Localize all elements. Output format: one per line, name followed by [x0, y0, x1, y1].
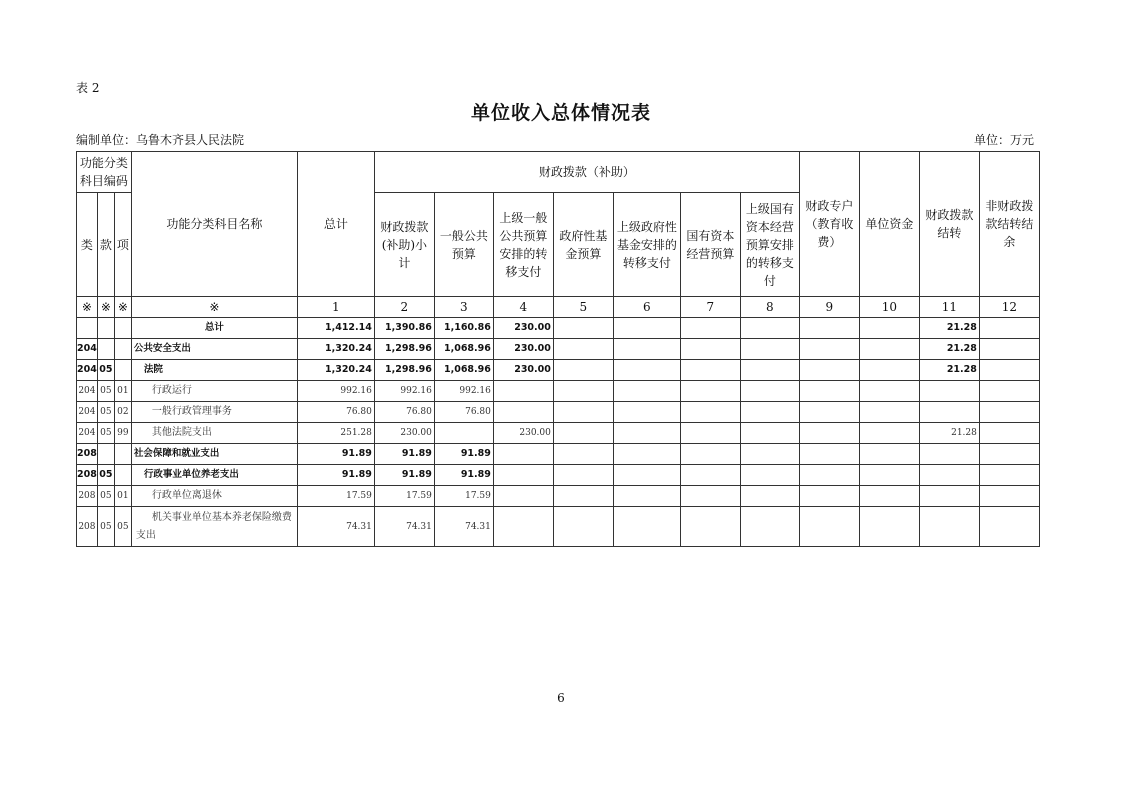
value-cell: 91.89 — [434, 444, 493, 465]
value-cell: 1,320.24 — [297, 360, 374, 381]
value-cell — [493, 381, 553, 402]
value-cell — [740, 465, 799, 486]
value-cell — [799, 423, 859, 444]
value-cell — [979, 381, 1039, 402]
value-cell: 251.28 — [297, 423, 374, 444]
index-cell: ※ — [97, 297, 114, 318]
value-cell — [740, 318, 799, 339]
page-number: 6 — [557, 691, 565, 705]
value-cell — [859, 402, 919, 423]
subject-name: 行政运行 — [131, 381, 297, 402]
value-cell: 230.00 — [493, 318, 553, 339]
value-cell — [799, 444, 859, 465]
header-c11: 财政拨款结转 — [919, 152, 979, 297]
header-c5: 政府性基金预算 — [553, 193, 613, 297]
value-cell — [613, 507, 680, 547]
value-cell — [799, 507, 859, 547]
preparing-unit: 编制单位：乌鲁木齐县人民法院 — [76, 133, 245, 147]
value-cell — [919, 507, 979, 547]
code-xiang — [114, 465, 131, 486]
value-cell — [680, 339, 740, 360]
value-cell — [919, 486, 979, 507]
code-lei: 204 — [77, 381, 98, 402]
value-cell: 1,298.96 — [374, 339, 434, 360]
value-cell: 91.89 — [374, 444, 434, 465]
value-cell — [740, 486, 799, 507]
value-cell — [919, 465, 979, 486]
value-cell — [553, 381, 613, 402]
value-cell — [859, 423, 919, 444]
value-cell — [613, 360, 680, 381]
value-cell — [799, 360, 859, 381]
value-cell: 74.31 — [374, 507, 434, 547]
value-cell — [859, 444, 919, 465]
index-cell: 1 — [297, 297, 374, 318]
subject-name: 公共安全支出 — [131, 339, 297, 360]
currency-unit: 单位：万元 — [973, 133, 1034, 147]
index-cell: 7 — [680, 297, 740, 318]
header-kuan: 款 — [97, 193, 114, 297]
value-cell — [859, 465, 919, 486]
value-cell — [613, 381, 680, 402]
header-c10: 单位资金 — [859, 152, 919, 297]
value-cell — [799, 381, 859, 402]
value-cell: 74.31 — [434, 507, 493, 547]
value-cell — [613, 486, 680, 507]
value-cell: 91.89 — [297, 465, 374, 486]
subject-name: 机关事业单位基本养老保险缴费支出 — [131, 507, 297, 547]
value-cell: 992.16 — [374, 381, 434, 402]
value-cell — [613, 402, 680, 423]
table-row — [77, 486, 1040, 507]
header-c7: 国有资本经营预算 — [680, 193, 740, 297]
value-cell: 76.80 — [374, 402, 434, 423]
table-row — [77, 423, 1040, 444]
value-cell: 76.80 — [297, 402, 374, 423]
value-cell: 1,068.96 — [434, 360, 493, 381]
index-cell: 3 — [434, 297, 493, 318]
value-cell — [979, 486, 1039, 507]
value-cell — [493, 465, 553, 486]
value-cell — [919, 444, 979, 465]
code-kuan: 05 — [97, 402, 114, 423]
header-c12: 非财政拨款结转结余 — [979, 152, 1039, 297]
index-cell: 5 — [553, 297, 613, 318]
value-cell — [799, 486, 859, 507]
code-lei: 208 — [77, 507, 98, 547]
value-cell: 992.16 — [434, 381, 493, 402]
subject-name: 行政单位离退休 — [131, 486, 297, 507]
code-lei: 204 — [77, 339, 98, 360]
header-lei: 类 — [77, 193, 98, 297]
value-cell: 1,320.24 — [297, 339, 374, 360]
value-cell — [799, 318, 859, 339]
value-cell — [553, 507, 613, 547]
value-cell — [979, 465, 1039, 486]
header-c8: 上级国有资本经营预算安排的转移支付 — [740, 193, 799, 297]
table-row — [77, 507, 1040, 547]
value-cell — [979, 423, 1039, 444]
table-row — [77, 318, 1040, 339]
value-cell: 230.00 — [493, 423, 553, 444]
table-row — [77, 339, 1040, 360]
value-cell — [979, 444, 1039, 465]
value-cell: 1,412.14 — [297, 318, 374, 339]
code-xiang: 99 — [114, 423, 131, 444]
code-xiang: 01 — [114, 381, 131, 402]
value-cell — [979, 318, 1039, 339]
value-cell: 230.00 — [374, 423, 434, 444]
value-cell — [613, 318, 680, 339]
code-kuan: 05 — [97, 465, 114, 486]
value-cell — [613, 423, 680, 444]
value-cell: 17.59 — [297, 486, 374, 507]
value-cell: 1,160.86 — [434, 318, 493, 339]
value-cell — [553, 486, 613, 507]
code-kuan: 05 — [97, 486, 114, 507]
value-cell — [434, 423, 493, 444]
value-cell: 21.28 — [919, 360, 979, 381]
header-fiscal-group: 财政拨款（补助） — [374, 152, 799, 193]
header-c9: 财政专户（教育收费） — [799, 152, 859, 297]
index-cell: 2 — [374, 297, 434, 318]
value-cell — [553, 339, 613, 360]
code-xiang — [114, 318, 131, 339]
value-cell: 91.89 — [297, 444, 374, 465]
table-row — [77, 402, 1040, 423]
value-cell — [799, 465, 859, 486]
subject-name: 其他法院支出 — [131, 423, 297, 444]
table-row — [77, 381, 1040, 402]
value-cell — [613, 444, 680, 465]
code-xiang — [114, 360, 131, 381]
header-xiang: 项 — [114, 193, 131, 297]
value-cell: 17.59 — [374, 486, 434, 507]
value-cell — [553, 444, 613, 465]
value-cell: 91.89 — [434, 465, 493, 486]
value-cell — [859, 339, 919, 360]
code-lei — [77, 318, 98, 339]
table-label: 表 2 — [76, 81, 100, 95]
index-cell: 9 — [799, 297, 859, 318]
value-cell: 230.00 — [493, 360, 553, 381]
code-kuan — [97, 444, 114, 465]
header-c4: 上级一般公共预算安排的转移支付 — [493, 193, 553, 297]
code-kuan: 05 — [97, 423, 114, 444]
value-cell — [680, 465, 740, 486]
value-cell — [740, 339, 799, 360]
code-kuan — [97, 339, 114, 360]
value-cell: 1,068.96 — [434, 339, 493, 360]
value-cell — [680, 360, 740, 381]
code-xiang — [114, 339, 131, 360]
value-cell — [740, 507, 799, 547]
code-xiang: 02 — [114, 402, 131, 423]
value-cell — [553, 402, 613, 423]
value-cell — [859, 318, 919, 339]
header-c3: 一般公共预算 — [434, 193, 493, 297]
value-cell — [553, 360, 613, 381]
value-cell: 1,298.96 — [374, 360, 434, 381]
code-kuan: 05 — [97, 507, 114, 547]
value-cell — [740, 423, 799, 444]
value-cell — [859, 360, 919, 381]
value-cell — [553, 318, 613, 339]
code-lei: 204 — [77, 402, 98, 423]
value-cell — [553, 423, 613, 444]
code-kuan: 05 — [97, 381, 114, 402]
subject-name: 行政事业单位养老支出 — [131, 465, 297, 486]
value-cell: 21.28 — [919, 339, 979, 360]
value-cell — [979, 360, 1039, 381]
code-lei: 208 — [77, 486, 98, 507]
value-cell: 230.00 — [493, 339, 553, 360]
value-cell — [740, 381, 799, 402]
subject-name: 社会保障和就业支出 — [131, 444, 297, 465]
header-c6: 上级政府性基金安排的转移支付 — [613, 193, 680, 297]
value-cell — [979, 402, 1039, 423]
table-row — [77, 465, 1040, 486]
value-cell: 1,390.86 — [374, 318, 434, 339]
table-row — [77, 444, 1040, 465]
value-cell — [493, 444, 553, 465]
header-total: 总计 — [297, 152, 374, 297]
value-cell — [740, 444, 799, 465]
value-cell — [979, 339, 1039, 360]
value-cell: 91.89 — [374, 465, 434, 486]
code-xiang: 05 — [114, 507, 131, 547]
index-cell: ※ — [114, 297, 131, 318]
value-cell — [680, 402, 740, 423]
value-cell — [493, 507, 553, 547]
value-cell: 992.16 — [297, 381, 374, 402]
index-cell: 8 — [740, 297, 799, 318]
value-cell — [680, 444, 740, 465]
value-cell — [493, 402, 553, 423]
page-title: 单位收入总体情况表 — [470, 102, 651, 124]
value-cell — [680, 507, 740, 547]
value-cell — [493, 486, 553, 507]
header-c2: 财政拨款(补助)小计 — [374, 193, 434, 297]
value-cell: 17.59 — [434, 486, 493, 507]
value-cell — [859, 486, 919, 507]
income-table — [76, 151, 1040, 547]
index-cell: ※ — [131, 297, 297, 318]
header-code-group: 功能分类科目编码 — [77, 152, 132, 193]
subject-name: 总计 — [131, 318, 297, 339]
value-cell — [919, 381, 979, 402]
code-kuan: 05 — [97, 360, 114, 381]
header-name: 功能分类科目名称 — [131, 152, 297, 297]
value-cell: 21.28 — [919, 318, 979, 339]
value-cell — [919, 402, 979, 423]
value-cell — [553, 465, 613, 486]
index-cell: 10 — [859, 297, 919, 318]
index-cell: ※ — [77, 297, 98, 318]
code-lei: 208 — [77, 444, 98, 465]
code-lei: 204 — [77, 360, 98, 381]
value-cell — [613, 465, 680, 486]
code-xiang — [114, 444, 131, 465]
subject-name: 法院 — [131, 360, 297, 381]
index-cell: 11 — [919, 297, 979, 318]
value-cell — [680, 381, 740, 402]
value-cell — [799, 339, 859, 360]
value-cell — [680, 318, 740, 339]
code-kuan — [97, 318, 114, 339]
value-cell — [740, 402, 799, 423]
subject-name: 一般行政管理事务 — [131, 402, 297, 423]
value-cell — [859, 381, 919, 402]
index-cell: 12 — [979, 297, 1039, 318]
index-cell: 6 — [613, 297, 680, 318]
value-cell — [740, 360, 799, 381]
value-cell — [613, 339, 680, 360]
value-cell: 74.31 — [297, 507, 374, 547]
code-lei: 204 — [77, 423, 98, 444]
value-cell — [979, 507, 1039, 547]
value-cell — [799, 402, 859, 423]
value-cell — [859, 507, 919, 547]
code-xiang: 01 — [114, 486, 131, 507]
value-cell: 76.80 — [434, 402, 493, 423]
code-lei: 208 — [77, 465, 98, 486]
value-cell — [680, 486, 740, 507]
index-cell: 4 — [493, 297, 553, 318]
table-row — [77, 360, 1040, 381]
value-cell — [680, 423, 740, 444]
value-cell: 21.28 — [919, 423, 979, 444]
